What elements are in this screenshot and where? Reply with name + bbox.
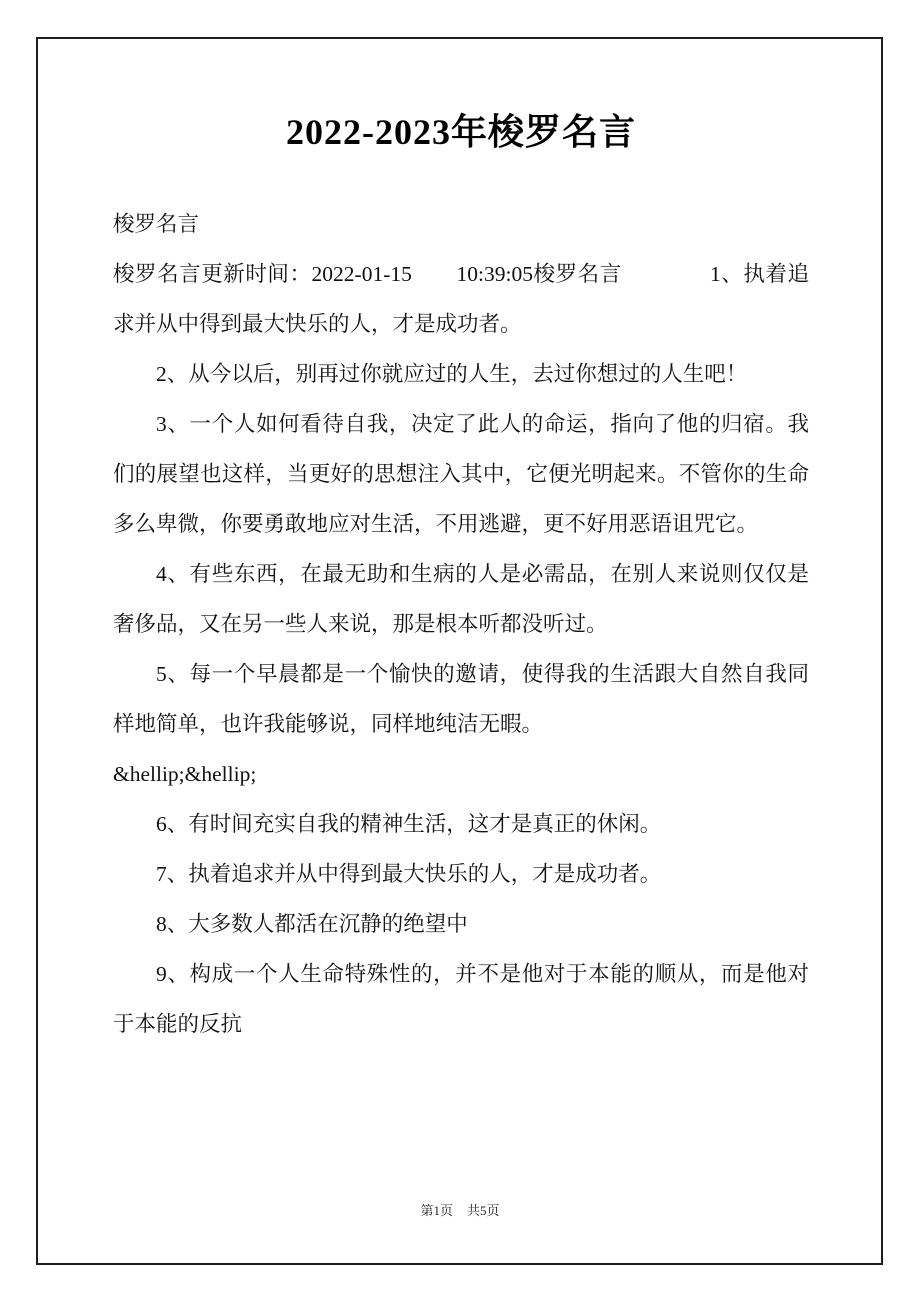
paragraph: 8、大多数人都活在沉静的绝望中 bbox=[156, 912, 468, 936]
paragraph: 2、从今以后，别再过你就应过的人生，去过你想过的人生吧！ bbox=[156, 362, 748, 386]
paragraph: 3、一个人如何看待自我，决定了此人的命运，指向了他的归宿。我们的展望也这样，当更好的思想注入其中，它便光明起来。不管你的生命多么卑微，你要勇敢地应对生活，不用逃避，更不好用恶语诅咒它。 bbox=[113, 412, 809, 536]
paragraph-hellip: &hellip;&hellip; bbox=[113, 762, 257, 786]
page-footer bbox=[0, 1200, 920, 1219]
document-content bbox=[113, 104, 809, 1049]
paragraph: 6、有时间充实自我的精神生活，这才是真正的休闲。 bbox=[156, 812, 662, 836]
paragraph: 9、构成一个人生命特殊性的，并不是他对于本能的顺从，而是他对于本能的反抗 bbox=[113, 962, 809, 1036]
paragraph: 梭罗名言更新时间：2022-01-15 10:39:05梭罗名言 1、执着追求并从中得到最大快乐的人，才是成功者。 bbox=[113, 262, 809, 336]
document-title: 2022-2023年梭罗名言 bbox=[286, 112, 636, 152]
paragraph: 5、每一个早晨都是一个愉快的邀请，使得我的生活跟大自然自我同样地简单，也许我能够说，同样地纯洁无暇。 bbox=[113, 662, 809, 736]
footer-current-page: 第1页 bbox=[420, 1203, 453, 1218]
document-body bbox=[113, 199, 809, 1049]
paragraph: 7、执着追求并从中得到最大快乐的人，才是成功者。 bbox=[156, 862, 662, 886]
paragraph: 4、有些东西，在最无助和生病的人是必需品，在别人来说则仅仅是奢侈品，又在另一些人来说，那是根本听都没听过。 bbox=[113, 562, 809, 636]
footer-total-pages: 共5页 bbox=[467, 1203, 500, 1218]
paragraph: 梭罗名言 bbox=[113, 212, 200, 236]
